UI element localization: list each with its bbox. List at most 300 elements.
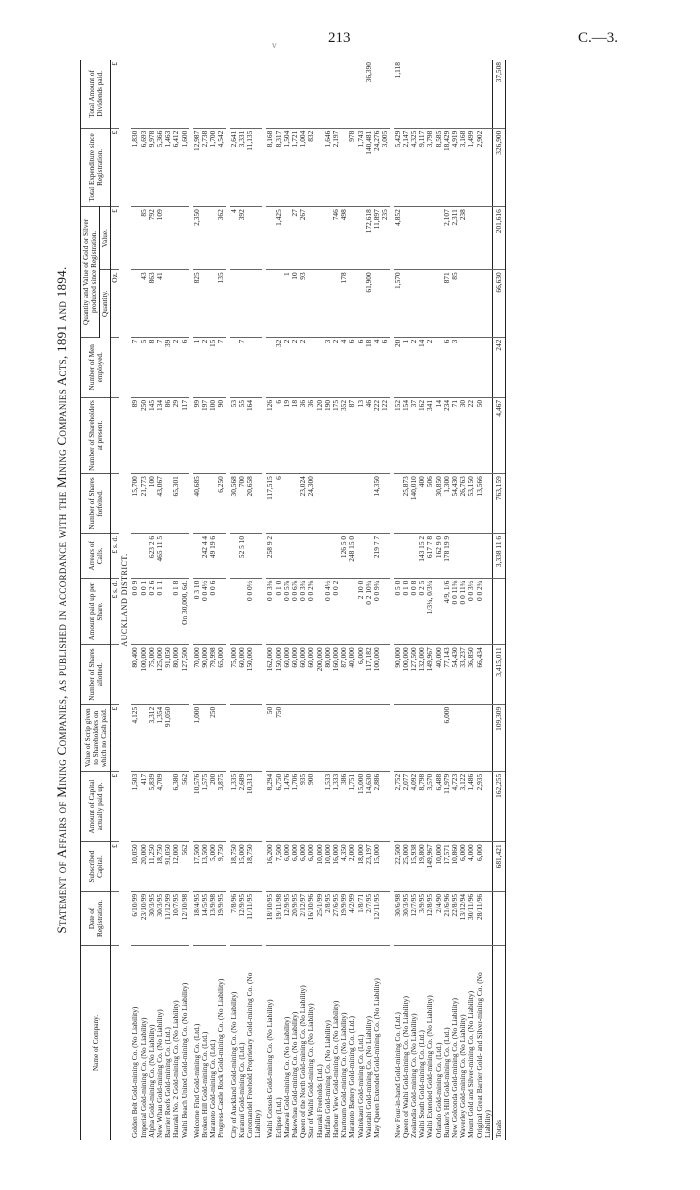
cell-qty bbox=[131, 270, 139, 337]
cell-qty: 1,570 bbox=[394, 270, 402, 337]
cell-scrip bbox=[217, 704, 225, 771]
cell-men: 39 bbox=[164, 337, 172, 397]
cell-value: 2,107 bbox=[443, 207, 451, 270]
cell-date: 7/8/96 bbox=[230, 891, 238, 945]
cell-name: New Whau Gold-mining Co. (No Liability) bbox=[155, 1009, 165, 1138]
cell-paidup: 10,313 bbox=[246, 771, 262, 842]
cell-pershare: 0 0 2⅝ bbox=[307, 578, 315, 645]
cell-holders: 18 bbox=[291, 397, 299, 473]
cell-scrip bbox=[324, 704, 332, 771]
cell-date: 3/9/95 bbox=[418, 891, 426, 945]
cell-forfeited: 15,700 bbox=[131, 474, 139, 534]
cell-pershare bbox=[217, 578, 225, 645]
cell-shares: 132,000 bbox=[418, 645, 426, 704]
table-row bbox=[373, 60, 381, 1140]
cell-forfeited: 700 bbox=[238, 474, 246, 534]
cell-qty bbox=[238, 270, 246, 337]
cell-subscribed bbox=[381, 842, 389, 892]
cell-forfeited: 400 bbox=[418, 474, 426, 534]
cell-paidup: 1,575 bbox=[201, 771, 209, 842]
cell-date: 30/11/96 bbox=[467, 891, 475, 945]
cell-div bbox=[275, 60, 283, 128]
cell-value bbox=[246, 207, 262, 270]
cell-qty bbox=[181, 270, 189, 337]
cell-qty: 93 bbox=[299, 270, 307, 337]
cell-paidup: 562 bbox=[181, 771, 189, 842]
cell-value: 392 bbox=[238, 207, 246, 270]
cell-subscribed: 19,800 bbox=[418, 842, 426, 892]
cell-name: Bunker's Hill Gold-mining Co. (Ltd.) bbox=[441, 1027, 451, 1138]
cell-forfeited: 117,515 bbox=[266, 474, 274, 534]
cell-forfeited: 20,658 bbox=[246, 474, 262, 534]
cell-shares: 162,000 bbox=[266, 645, 274, 704]
cell-men: 7 bbox=[131, 337, 139, 397]
cell-forfeited: 23,024 bbox=[299, 474, 307, 534]
cell-date: 2/8/95 bbox=[324, 891, 332, 945]
cell-holders: 234 bbox=[443, 397, 451, 473]
cell-name: Pukewhau Gold-mining Co. (No Liability) bbox=[290, 1011, 300, 1138]
cell-men bbox=[459, 337, 467, 397]
cell-paidup: 2,689 bbox=[238, 771, 246, 842]
cell-subscribed: 6,000 bbox=[459, 842, 467, 892]
cell-date: 2/4/90 bbox=[435, 891, 443, 945]
cell-expend: 8,168 bbox=[266, 128, 274, 206]
cell-div bbox=[451, 60, 459, 128]
cell-qty: 61,900 bbox=[365, 270, 373, 337]
cell-holders: 29 bbox=[172, 397, 180, 473]
cell-pershare: 0 2 6 bbox=[148, 578, 156, 645]
cell-paidup: 3,875 bbox=[217, 771, 225, 842]
cell-subscribed: 6,000 bbox=[283, 842, 291, 892]
cell-arrears bbox=[283, 533, 291, 578]
cell-scrip: 91,050 bbox=[164, 704, 172, 771]
cell-div bbox=[266, 60, 274, 128]
col-subscribed: Subscribed Capital. bbox=[81, 842, 111, 892]
cell-scrip: 250 bbox=[209, 704, 217, 771]
cell-forfeited: 25,873 bbox=[402, 474, 410, 534]
cell-men: 3 bbox=[324, 337, 332, 397]
cell-holders: 175 bbox=[332, 397, 340, 473]
cell-date: 6/10/99 bbox=[131, 891, 139, 945]
table-body bbox=[111, 60, 506, 1140]
cell-name: Harbour View Gold-mining Co. (No Liability) bbox=[331, 1000, 341, 1138]
cell-men: 4 bbox=[340, 337, 348, 397]
cell-date: 23/10/99 bbox=[140, 891, 148, 945]
cell-pershare: 0 0 11⅜ bbox=[451, 578, 459, 645]
cell-scrip bbox=[332, 704, 340, 771]
table-row bbox=[230, 60, 238, 1140]
cell-forfeited bbox=[283, 474, 291, 534]
cell-name: Maratoto Gold-mining Co. (Ltd.) bbox=[208, 1039, 218, 1138]
cell-name: City of Auckland Gold-mining Co. (No Liability) bbox=[228, 991, 238, 1138]
cell-subscribed: 17,500 bbox=[193, 842, 201, 892]
margin-mark: v bbox=[272, 40, 277, 50]
cell-date: 11/12/99 bbox=[164, 891, 172, 945]
cell-date: 12/11/95 bbox=[373, 891, 381, 945]
cell-paidup: 8,294 bbox=[266, 771, 274, 842]
cell-holders: 341 bbox=[426, 397, 434, 473]
cell-name: Waihi Consols Gold-mining Co. (No Liability) bbox=[265, 999, 275, 1138]
cell-paidup: 935 bbox=[299, 771, 307, 842]
cell-div bbox=[459, 60, 467, 128]
cell-holders: 19 bbox=[283, 397, 291, 473]
unit-pound: £ bbox=[111, 128, 120, 206]
cell-scrip: 6,000 bbox=[443, 704, 451, 771]
cell-men: 8 bbox=[148, 337, 156, 397]
cell-date: 12/9/95 bbox=[238, 891, 246, 945]
cell-subscribed: 10,860 bbox=[451, 842, 459, 892]
cell-scrip: 3,312 bbox=[148, 704, 156, 771]
cell-value: 85 bbox=[140, 207, 148, 270]
table-row bbox=[156, 60, 164, 1140]
page-number: 213 bbox=[328, 30, 351, 46]
cell-arrears: 178 19 9 bbox=[443, 533, 451, 578]
cell-holders: 190 bbox=[324, 397, 332, 473]
cell-scrip bbox=[476, 704, 493, 771]
cell-paidup: 200 bbox=[209, 771, 217, 842]
cell-scrip bbox=[340, 704, 348, 771]
cell-date: 25/1/99 bbox=[316, 891, 324, 945]
cell-holders: 122 bbox=[381, 397, 389, 473]
cell-paidup: 5,839 bbox=[148, 771, 156, 842]
cell-holders: 134 bbox=[156, 397, 164, 473]
cell-scrip: 750 bbox=[275, 704, 283, 771]
cell-div bbox=[373, 60, 381, 128]
table-row bbox=[426, 60, 434, 1140]
cell-men: 2 bbox=[332, 337, 340, 397]
col-paidup: Amount of Capital actually paid up. bbox=[81, 771, 111, 842]
cell-date: 1/8/71 bbox=[357, 891, 365, 945]
cell-paidup: 2,935 bbox=[476, 771, 493, 842]
table-row bbox=[217, 60, 225, 1140]
cell-name: Queen of the North Gold-mining Co. (No Liability) bbox=[298, 985, 308, 1138]
cell-expend: 8,585 bbox=[435, 128, 443, 206]
cell-qty bbox=[324, 270, 332, 337]
cell-expend: 24,276 bbox=[373, 128, 381, 206]
totals-empty bbox=[492, 891, 505, 945]
cell-div bbox=[201, 60, 209, 128]
cell-subscribed: 5,000 bbox=[209, 842, 217, 892]
cell-div bbox=[156, 60, 164, 128]
cell-subscribed: 562 bbox=[181, 842, 189, 892]
cell-shares: 60,000 bbox=[283, 645, 291, 704]
cell-shares: 60,000 bbox=[238, 645, 246, 704]
cell-men: 1 bbox=[193, 337, 201, 397]
cell-forfeited bbox=[181, 474, 189, 534]
totals-row bbox=[492, 60, 505, 1140]
cell-value: 11,897 bbox=[373, 207, 381, 270]
cell-pershare: 0 0 3½ bbox=[467, 578, 475, 645]
cell-shares: 79,998 bbox=[209, 645, 217, 704]
cell-expend: 6,412 bbox=[172, 128, 180, 206]
cell-paidup: 1,706 bbox=[291, 771, 299, 842]
cell-holders: 14 bbox=[435, 397, 443, 473]
cell-scrip bbox=[299, 704, 307, 771]
cell-date: 10/7/95 bbox=[172, 891, 180, 945]
cell-name: Hauraki Freeholds (Ltd.) bbox=[314, 1064, 324, 1138]
cell-men bbox=[307, 337, 315, 397]
cell-holders: 120 bbox=[316, 397, 324, 473]
cell-subscribed: 17,571 bbox=[443, 842, 451, 892]
cell-value: 4,852 bbox=[394, 207, 402, 270]
cell-date: 4/2/99 bbox=[348, 891, 356, 945]
cell-shares: 125,000 bbox=[156, 645, 164, 704]
cell-div bbox=[410, 60, 418, 128]
cell-subscribed: 149,967 bbox=[426, 842, 434, 892]
cell-qty bbox=[418, 270, 426, 337]
cell-shares: 33,237 bbox=[459, 645, 467, 704]
cell-pershare: 0 0 0½ bbox=[246, 578, 262, 645]
cell-value: 235 bbox=[381, 207, 389, 270]
cell-div bbox=[426, 60, 434, 128]
cell-arrears bbox=[172, 533, 180, 578]
cell-date: 12/10/98 bbox=[181, 891, 189, 945]
cell-arrears: 143 15 2 bbox=[418, 533, 426, 578]
cell-name: Queen of Waihi Gold-mining Co. (No Liability) bbox=[400, 996, 410, 1138]
cell-shares: 60,000 bbox=[299, 645, 307, 704]
cell-scrip: 50 bbox=[266, 704, 274, 771]
cell-paidup: 3,122 bbox=[459, 771, 467, 842]
cell-forfeited bbox=[324, 474, 332, 534]
cell-value: 2,311 bbox=[451, 207, 459, 270]
cell-value: 4 bbox=[230, 207, 238, 270]
cell-forfeited bbox=[201, 474, 209, 534]
cell-paidup: 11,979 bbox=[443, 771, 451, 842]
cell-name: Matawai Gold-mining Co. (No Liability) bbox=[281, 1016, 291, 1138]
cell-arrears bbox=[275, 533, 283, 578]
cell-date: 30/6/98 bbox=[394, 891, 402, 945]
cell-name bbox=[381, 946, 389, 1141]
cell-forfeited bbox=[381, 474, 389, 534]
cell-date: 2/7/95 bbox=[365, 891, 373, 945]
cell-arrears bbox=[291, 533, 299, 578]
cell-subscribed: 16,200 bbox=[266, 842, 274, 892]
cell-qty: 863 bbox=[148, 270, 156, 337]
cell-shares: 80,000 bbox=[324, 645, 332, 704]
cell-pershare: 0 0 2 bbox=[332, 578, 340, 645]
cell-expend: 1,700 bbox=[209, 128, 217, 206]
cell-div bbox=[181, 60, 189, 128]
table-row bbox=[332, 60, 340, 1140]
cell-name: Waihi Extended Gold-mining Co. (No Liability) bbox=[425, 995, 435, 1138]
cell-paidup: 1,533 bbox=[324, 771, 332, 842]
cell-pershare: 0 0 4½ bbox=[201, 578, 209, 645]
cell-shares: 90,000 bbox=[394, 645, 402, 704]
cell-pershare bbox=[381, 578, 389, 645]
cell-value: 27 bbox=[291, 207, 299, 270]
cell-qty bbox=[172, 270, 180, 337]
cell-pershare: On 30,000, 6d. bbox=[181, 578, 189, 645]
cell-men: 2 bbox=[291, 337, 299, 397]
cell-men: 14 bbox=[418, 337, 426, 397]
cell-scrip bbox=[357, 704, 365, 771]
cell-value: 2,350 bbox=[193, 207, 201, 270]
cell-name: Buffalo Gold-mining Co. (No Liability) bbox=[322, 1020, 332, 1138]
cell-forfeited: 54,430 bbox=[451, 474, 459, 534]
cell-expend: 11,135 bbox=[246, 128, 262, 206]
cell-arrears bbox=[381, 533, 389, 578]
totals-arrears: 3,338 11 6 bbox=[492, 533, 505, 578]
cell-qty bbox=[402, 270, 410, 337]
cell-holders: 250 bbox=[140, 397, 148, 473]
table-row bbox=[476, 60, 493, 1140]
cell-expend: 3,005 bbox=[381, 128, 389, 206]
cell-qty: 135 bbox=[217, 270, 225, 337]
cell-date: 30/3/95 bbox=[156, 891, 164, 945]
cell-men: 2 bbox=[299, 337, 307, 397]
cell-subscribed: 6,000 bbox=[299, 842, 307, 892]
cell-arrears: 623 2 6 bbox=[148, 533, 156, 578]
cell-forfeited: 43,067 bbox=[156, 474, 164, 534]
cell-date: 12/9/95 bbox=[283, 891, 291, 945]
cell-pershare: 0 0 1 bbox=[140, 578, 148, 645]
cell-div bbox=[291, 60, 299, 128]
cell-name: Waiotahi Gold-mining Co. (No Liability) bbox=[363, 1016, 373, 1138]
cell-shares: 200,000 bbox=[316, 645, 324, 704]
cell-pershare: 0 2 10¾ bbox=[365, 578, 373, 645]
cell-subscribed: 6,000 bbox=[307, 842, 315, 892]
cell-scrip: 4,125 bbox=[131, 704, 139, 771]
cell-shares: 36,850 bbox=[467, 645, 475, 704]
cell-holders: 36 bbox=[307, 397, 315, 473]
cell-paidup: 2,752 bbox=[394, 771, 402, 842]
table-row bbox=[348, 60, 356, 1140]
cell-date: 18/10/95 bbox=[266, 891, 274, 945]
cell-scrip bbox=[381, 704, 389, 771]
cell-expend: 18,429 bbox=[443, 128, 451, 206]
cell-men: 5 bbox=[140, 337, 148, 397]
cell-men: 4 bbox=[373, 337, 381, 397]
cell-div bbox=[476, 60, 493, 128]
table-row bbox=[201, 60, 209, 1140]
cell-pershare: 0 0 5⅞ bbox=[283, 578, 291, 645]
cell-expend: 2,738 bbox=[201, 128, 209, 206]
cell-arrears: 162 9 0 bbox=[435, 533, 443, 578]
cell-div bbox=[193, 60, 201, 128]
cell-forfeited: 53,150 bbox=[467, 474, 475, 534]
cell-paidup: 6,488 bbox=[435, 771, 443, 842]
cell-shares: 100,000 bbox=[402, 645, 410, 704]
cell-arrears: 248 15 0 bbox=[348, 533, 356, 578]
cell-scrip bbox=[348, 704, 356, 771]
cell-subscribed: 12,000 bbox=[172, 842, 180, 892]
cell-paidup: 10,576 bbox=[193, 771, 201, 842]
cell-scrip bbox=[238, 704, 246, 771]
cell-div: 1,118 bbox=[394, 60, 402, 128]
cell-expend: 1,646 bbox=[324, 128, 332, 206]
col-gold-group: Quantity and Value of Gold or Silver produced since Registration. bbox=[81, 207, 100, 337]
cell-qty bbox=[426, 270, 434, 337]
cell-name: May Queen Extended Gold-mining Co. (No Liability) bbox=[372, 978, 382, 1138]
cell-men: 2 bbox=[201, 337, 209, 397]
cell-subscribed: 13,500 bbox=[201, 842, 209, 892]
cell-scrip bbox=[246, 704, 262, 771]
cell-scrip bbox=[373, 704, 381, 771]
district-heading: AUCKLAND DISTRICT. bbox=[120, 553, 130, 647]
cell-name: Waitekauri Gold-mining Co. (Ltd.) bbox=[355, 1034, 365, 1138]
cell-subscribed: 15,938 bbox=[410, 842, 418, 892]
cell-holders: 22 bbox=[467, 397, 475, 473]
col-expenditure: Total Expenditure since Registration. bbox=[81, 128, 111, 206]
cell-arrears bbox=[459, 533, 467, 578]
cell-shares: 70,000 bbox=[193, 645, 201, 704]
cell-name: Waverley Gold-mining Co. (No Liability) bbox=[458, 1014, 468, 1138]
cell-div bbox=[131, 60, 139, 128]
table-row bbox=[394, 60, 402, 1140]
cell-holders: 89 bbox=[131, 397, 139, 473]
cell-holders: 37 bbox=[410, 397, 418, 473]
cell-men: 6 bbox=[381, 337, 389, 397]
cell-value bbox=[348, 207, 356, 270]
cell-scrip bbox=[394, 704, 402, 771]
cell-value bbox=[410, 207, 418, 270]
cell-pershare: 0 0 6⅞ bbox=[291, 578, 299, 645]
cell-qty bbox=[275, 270, 283, 337]
cell-men: 7 bbox=[217, 337, 225, 397]
mining-companies-table bbox=[80, 60, 506, 1140]
table-row bbox=[131, 60, 139, 1140]
table-row bbox=[381, 60, 389, 1140]
cell-pershare: 4/9, 1/6 bbox=[443, 578, 451, 645]
cell-name: Progress-Castle Rock Gold-mining Co. (No Liability) bbox=[216, 978, 226, 1138]
cell-forfeited: 24,300 bbox=[307, 474, 315, 534]
cell-arrears bbox=[451, 533, 459, 578]
cell-subscribed: 11,250 bbox=[148, 842, 156, 892]
cell-subscribed: 15,000 bbox=[238, 842, 246, 892]
unit-pound: £ bbox=[111, 704, 120, 771]
cell-arrears: 465 11 5 bbox=[156, 533, 164, 578]
cell-name: Orlando Gold-mining Co. (Ltd.) bbox=[433, 1042, 443, 1138]
cell-shares: 150,000 bbox=[246, 645, 262, 704]
cell-value: 172,618 bbox=[365, 207, 373, 270]
cell-value bbox=[467, 207, 475, 270]
col-pershare: Amount paid up per Share. bbox=[81, 578, 111, 645]
cell-holders: 222 bbox=[373, 397, 381, 473]
cell-value: 109 bbox=[156, 207, 164, 270]
cell-scrip: 1,354 bbox=[156, 704, 164, 771]
cell-name: Golden Belt Gold-mining Co. (No Liability) bbox=[130, 1006, 140, 1138]
table-row bbox=[307, 60, 315, 1140]
cell-qty bbox=[381, 270, 389, 337]
cell-scrip bbox=[230, 704, 238, 771]
cell-subscribed: 91,050 bbox=[164, 842, 172, 892]
cell-forfeited: 6 bbox=[275, 474, 283, 534]
cell-expend: 5,366 bbox=[156, 128, 164, 206]
cell-name: Imperial Gold-mining Co. (No Liability) bbox=[138, 1017, 148, 1138]
cell-expend: 6,693 bbox=[140, 128, 148, 206]
cell-qty bbox=[459, 270, 467, 337]
cell-expend: 3,798 bbox=[426, 128, 434, 206]
cell-holders: 197 bbox=[201, 397, 209, 473]
table-row bbox=[246, 60, 262, 1140]
cell-paidup: 900 bbox=[307, 771, 315, 842]
cell-value bbox=[426, 207, 434, 270]
cell-shares: 60,000 bbox=[291, 645, 299, 704]
cell-men bbox=[467, 337, 475, 397]
cell-subscribed: 18,000 bbox=[357, 842, 365, 892]
cell-qty: 10 bbox=[291, 270, 299, 337]
cell-pershare: 0 0 6 bbox=[209, 578, 217, 645]
cell-men: 2 bbox=[172, 337, 180, 397]
cell-name: Coromandel Freehold Proprietary Gold-mining Co. (No Liability) bbox=[245, 972, 263, 1138]
cell-forfeited bbox=[348, 474, 356, 534]
unit-oz: Oz. bbox=[111, 270, 120, 337]
unit-lsd: £ s. d. bbox=[111, 533, 120, 578]
cell-expend: 4,542 bbox=[217, 128, 225, 206]
cell-scrip bbox=[181, 704, 189, 771]
cell-scrip bbox=[291, 704, 299, 771]
cell-pershare: 0 0 3⅜ bbox=[266, 578, 274, 645]
